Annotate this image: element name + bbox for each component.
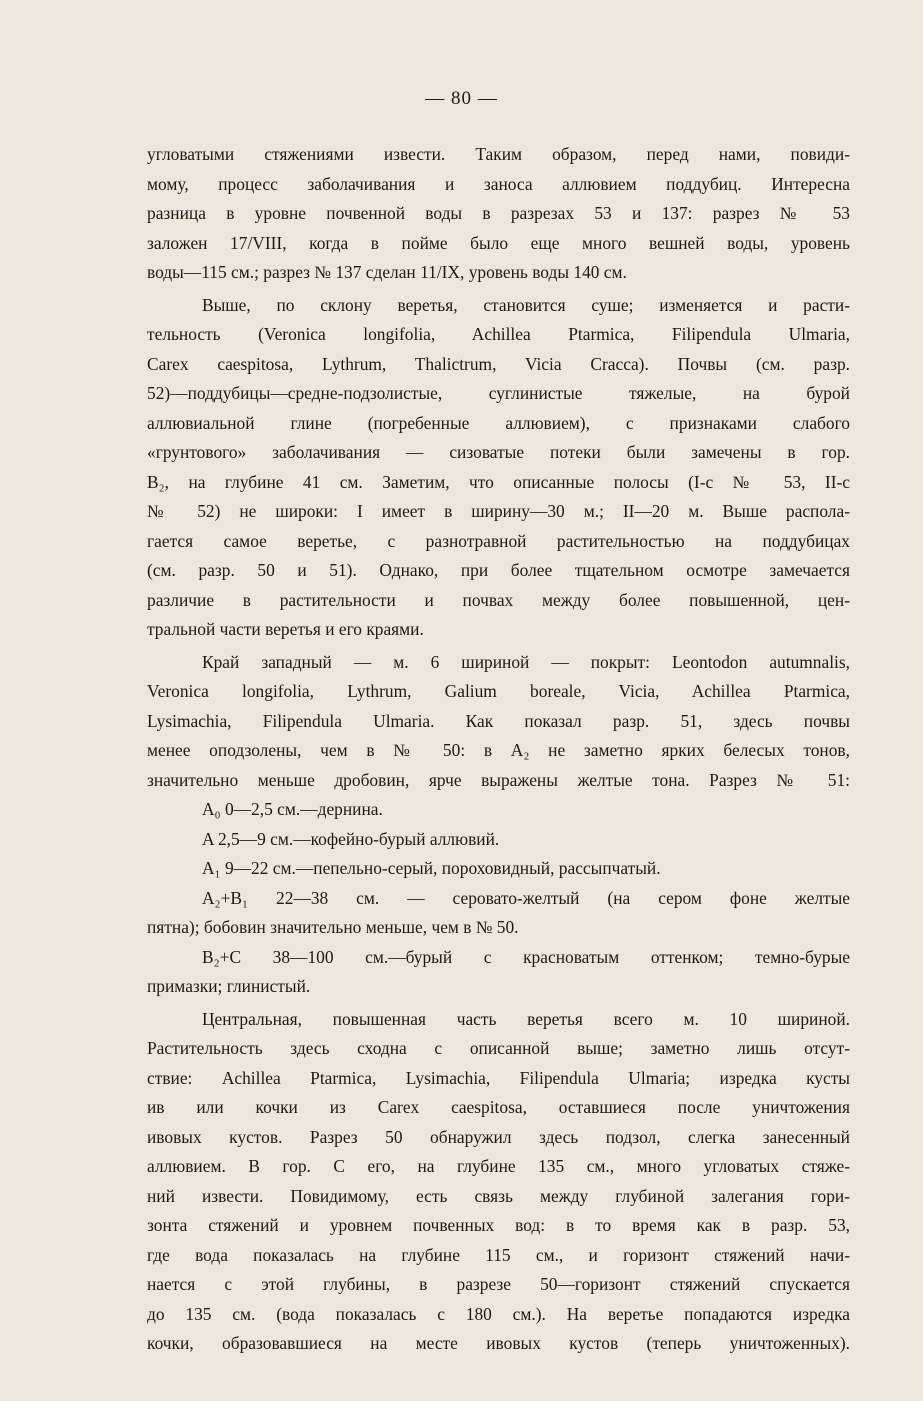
text-line: ивовых кустов. Разрез 50 обнаружил здесь подзол, слегка занесенный: [147, 1126, 850, 1147]
text-line: № 52) не широки: I имеет в ширину—30 м.; II—20 м. Выше распола-: [147, 501, 850, 521]
text-line: примазки; глинистый.: [147, 976, 311, 996]
text-line: менее оподзолены, чем в № 50: в A₂ не заметно ярких белесых тонов,: [147, 740, 850, 760]
text-line: кочки, образовавшиеся на месте ивовых кустов (теперь уничтоженных).: [147, 1333, 850, 1353]
text-line: Растительность здесь сходна с описанной выше; заметно лишь отсут-: [147, 1038, 850, 1058]
text-line: ствие: Achillea Ptarmica, Lysimachia, Filipendula Ulmaria; изредка кусты: [147, 1067, 850, 1088]
text-line: Центральная, повышенная часть веретья всего м. 10 шириной.: [202, 1008, 850, 1029]
text-line: 52)—поддубицы—средне-подзолистые, суглинистые тяжелые, на бурой: [147, 383, 850, 403]
text-line: тральной части веретья и его краями.: [147, 619, 424, 639]
text-line: пятна); бобовин значительно меньше, чем в № 50.: [147, 917, 519, 937]
text-line: различие в растительности и почвах между более повышенной, цен-: [147, 589, 850, 610]
horizon-line: A₀ 0—2,5 см.—дернина.: [202, 799, 383, 819]
text-line: значительно меньше дробовин, ярче выражены желтые тона. Разрез № 51:: [147, 769, 850, 790]
text-line: гается самое веретье, с разнотравной растительностью на поддубицах: [147, 530, 850, 551]
text-line: зонта стяжений и уровнем почвенных вод: в то время как в разр. 53,: [147, 1215, 850, 1235]
text-line: Выше, по склону веретья, становится суше; изменяется и расти-: [202, 294, 850, 315]
horizon-line: B₂+C 38—100 см.—бурый с красноватым оттенком; темно-бурые: [202, 946, 850, 967]
text-line: мому, процесс заболачивания и заноса аллювием поддубиц. Интересна: [147, 173, 850, 194]
text-line: Край западный — м. 6 шириной — покрыт: Leontodon autumnalis,: [202, 651, 850, 672]
text-line: нается с этой глубины, в разрезе 50—горизонт стяжений спускается: [147, 1274, 850, 1294]
text-line: аллювием. В гор. C его, на глубине 135 см., много угловатых стяже-: [147, 1156, 850, 1176]
text-line: где вода показалась на глубине 115 см., и горизонт стяжений начи-: [147, 1244, 850, 1265]
text-line: ив или кочки из Carex caespitosa, оставшиеся после уничтожения: [147, 1097, 850, 1117]
horizon-line: A 2,5—9 см.—кофейно-бурый аллювий.: [202, 828, 500, 849]
text-line: ний извести. Повидимому, есть связь между глубиной залегания гори-: [147, 1185, 850, 1206]
text-line: до 135 см. (вода показалась с 180 см.). На веретье попадаются изредка: [147, 1303, 850, 1324]
horizon-line: A₁ 9—22 см.—пепельно-серый, пороховидный, рассыпчатый.: [202, 858, 661, 878]
text-line: Carex caespitosa, Lythrum, Thalictrum, Vicia Cracca). Почвы (см. разр.: [147, 353, 850, 374]
page-number: — 80 —: [425, 88, 498, 109]
text-line: тельность (Veronica longifolia, Achillea Ptarmica, Filipendula Ulmaria,: [147, 324, 850, 344]
text-line: угловатыми стяжениями извести. Таким образом, перед нами, повиди-: [147, 144, 850, 164]
text-line: Lysimachia, Filipendula Ulmaria. Как показал разр. 51, здесь почвы: [147, 710, 850, 731]
text-line: Veronica longifolia, Lythrum, Galium boreale, Vicia, Achillea Ptarmica,: [147, 681, 850, 701]
text-line: аллювиальной глине (погребенные аллювием), с признаками слабого: [147, 412, 850, 433]
text-line: «грунтового» заболачивания — сизоватые потеки были замечены в гор.: [147, 442, 850, 462]
text-line: (см. разр. 50 и 51). Однако, при более тщательном осмотре замечается: [147, 560, 850, 580]
text-line: воды—115 см.; разрез № 137 сделан 11/IX, уровень воды 140 см.: [147, 262, 627, 282]
text-line: B₂, на глубине 41 см. Заметим, что описанные полосы (I-с № 53, II-с: [147, 471, 850, 492]
body-text: [147, 140, 850, 1359]
horizon-line: A₂+B₁ 22—38 см. — серовато-желтый (на сером фоне желтые: [202, 887, 850, 908]
text-line: разница в уровне почвенной воды в разрезах 53 и 137: разрез № 53: [147, 203, 850, 223]
text-line: заложен 17/VIII, когда в пойме было еще много вешней воды, уровень: [147, 232, 850, 253]
